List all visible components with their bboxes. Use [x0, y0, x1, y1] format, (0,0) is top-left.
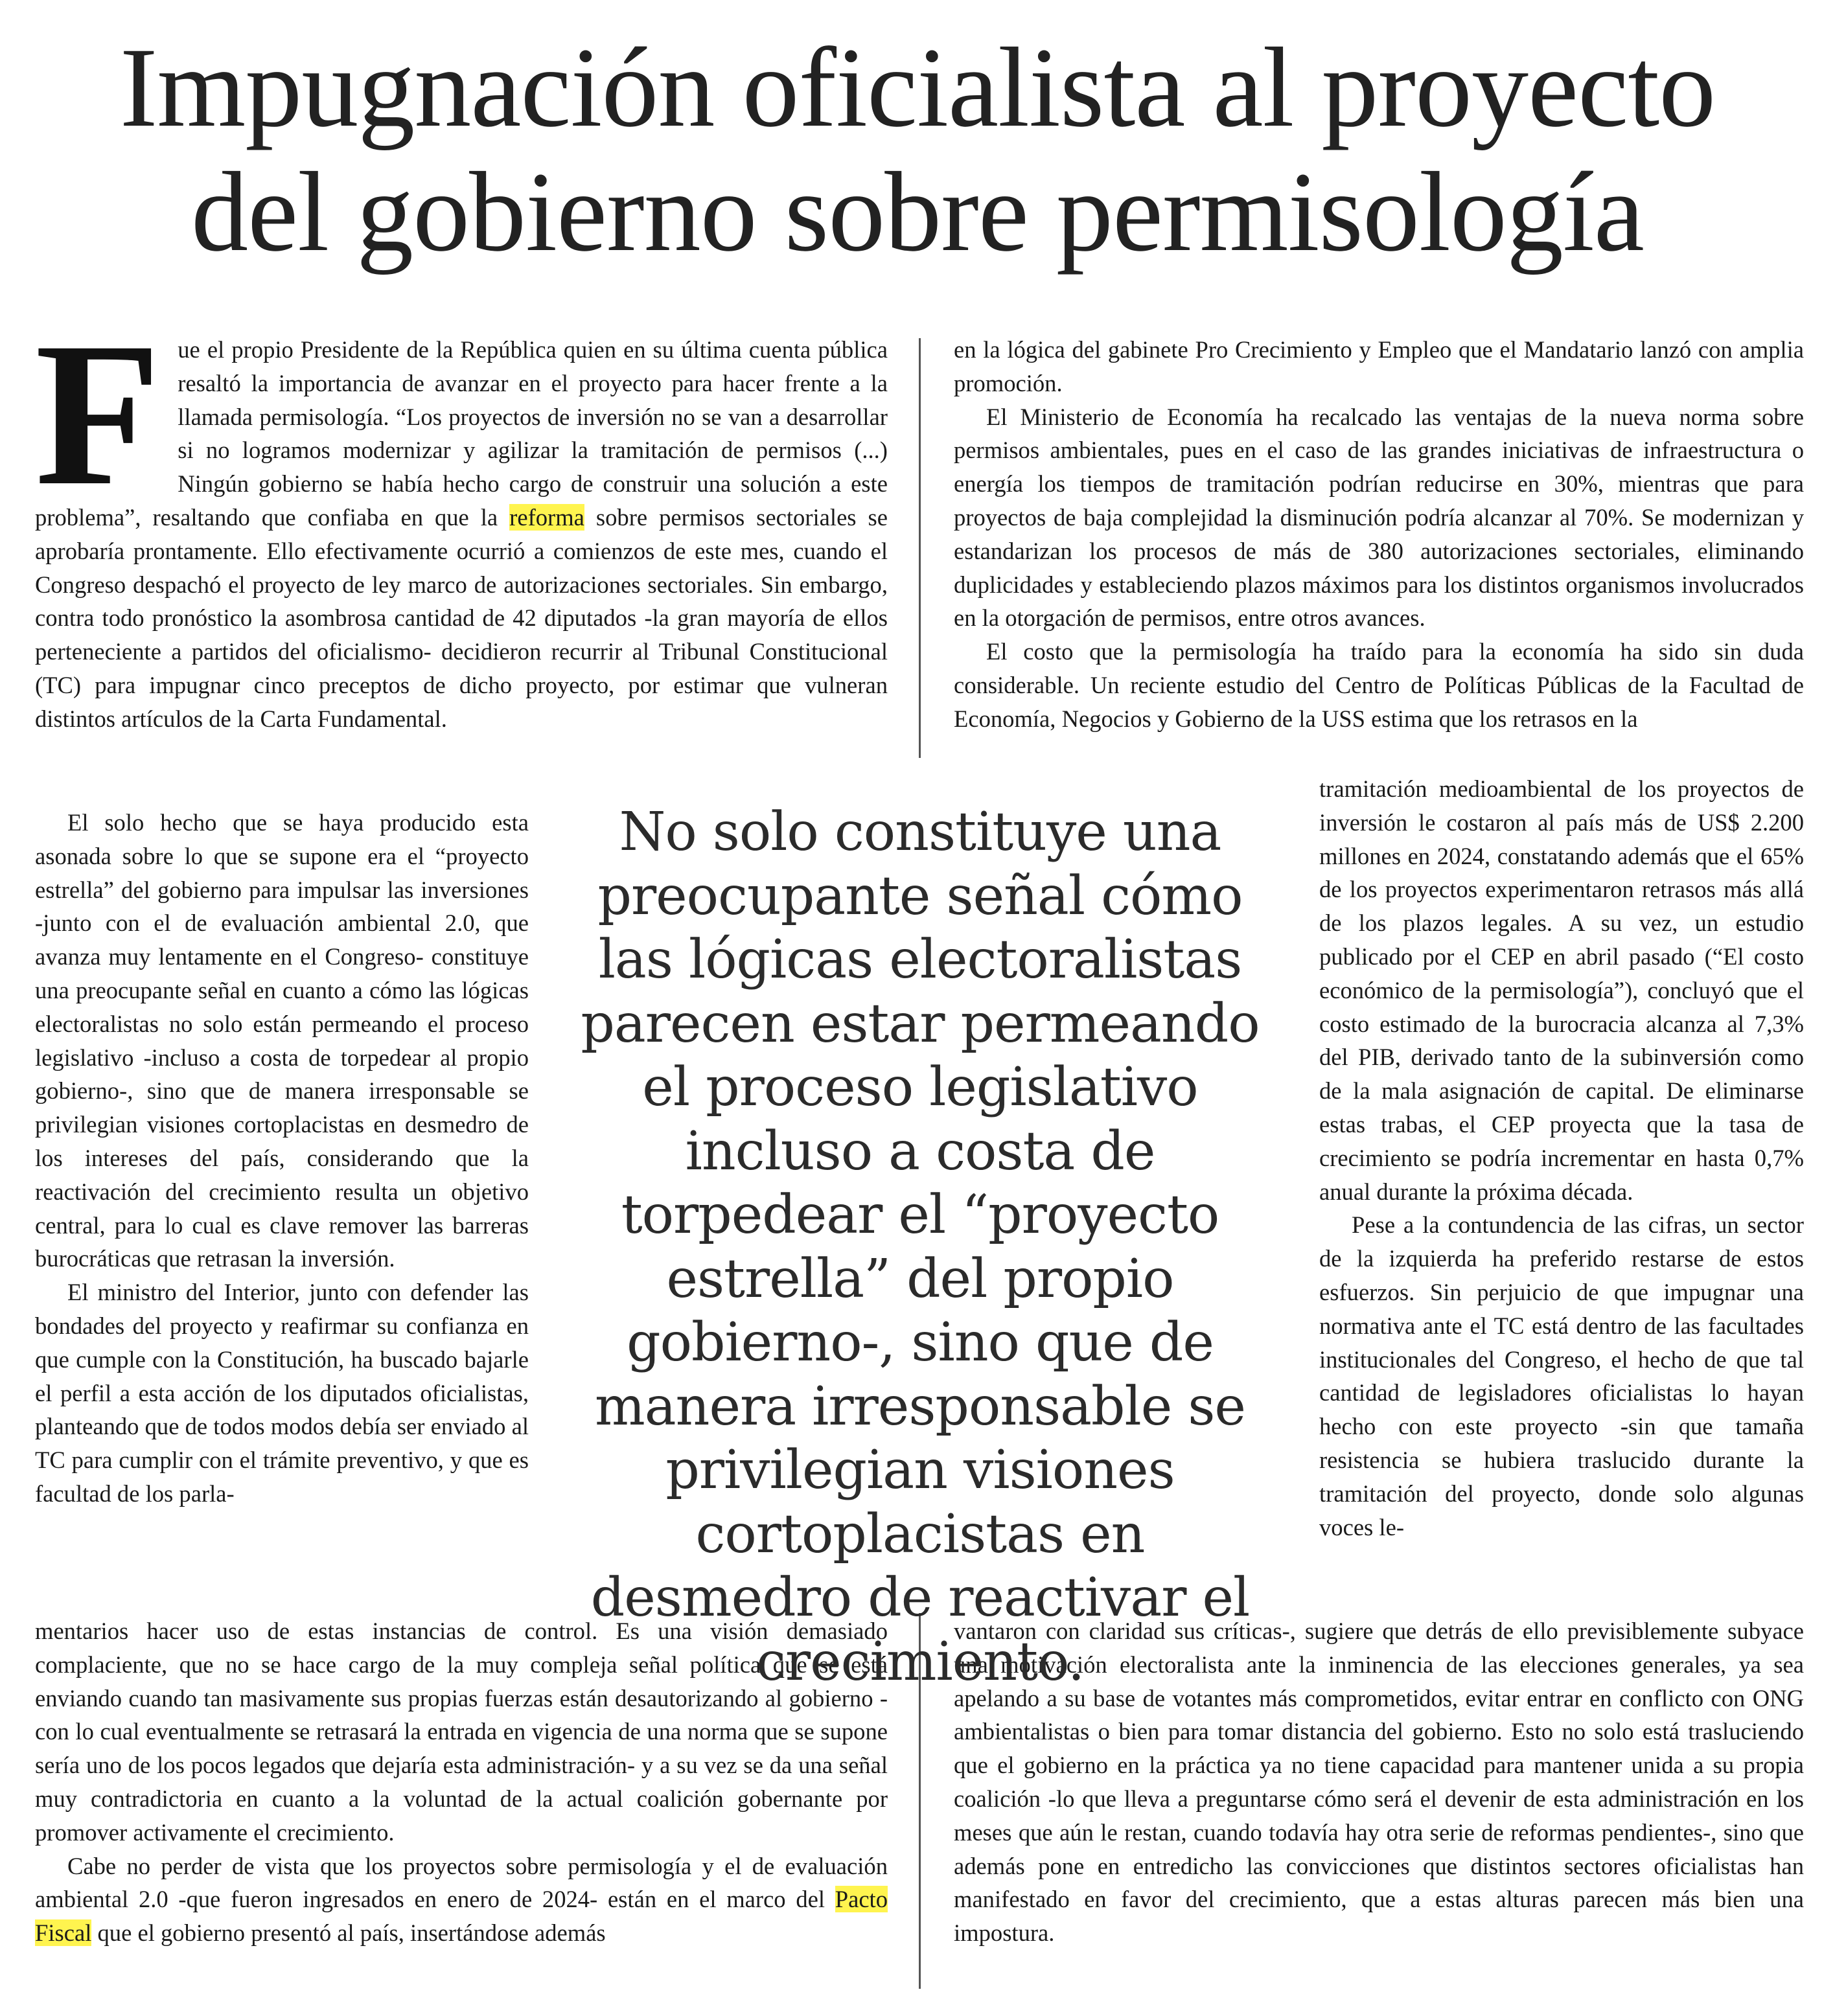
- paragraph-4b: en la lógica del gabinete Pro Crecimiento y Empleo que el Mandatario lanzó con amplia promoción.: [954, 336, 1804, 396]
- article-block-right-narrow: [1319, 772, 1804, 1544]
- paragraph-6b: tramitación medioambiental de los proyectos de inversión le costaron al país más de US$ 2.200 millones en 2024, constatando además que el 65% de los proyectos experimentaron retrasos más allá de los plazos legales. A su vez, un estudio publicado por el CEP en abril pasado (“El costo económico de la permisología”), concluyó que el costo estimado de la burocracia alcanza al 7,3% del PIB, derivado tanto de la subinversión como de la mala asignación de capital. De eliminarse estas trabas, el CEP proyecta que la tasa de crecimiento se podría incrementar en hasta 0,7% anual durante la próxima década.: [1319, 775, 1804, 1205]
- highlight-reforma: reforma: [509, 503, 584, 531]
- headline-line-1: Impugnación oficialista al proyecto: [119, 25, 1716, 151]
- article-block-right-top: [954, 333, 1804, 736]
- paragraph-7a: Pese a la contundencia de las cifras, un sector de la izquierda ha preferido restarse de estos esfuerzos. Sin perjuicio de que impugnar una normativa ante el TC está dentro de las facultades institucionales del Congreso, el hecho de que tal cantidad de legisladores oficialistas lo hayan hecho con este proyecto -sin que tamaña resistencia se hubiera traslucido durante la tramitación del proyecto, donde solo algunas voces le-: [1319, 1211, 1804, 1541]
- paragraph-7b: vantaron con claridad sus críticas-, sugiere que detrás de ello previsiblemente subyace una motivación electoralista ante la inminencia de las elecciones generales, ya sea apelando a su base de votantes más comprometidos, evitar entrar en conflicto con ONG ambientalistas o bien para tomar distancia del gobierno. Esto no solo está trasluciendo que el gobierno en la práctica ya no tiene capacidad para mantener unida a su propia coalición -lo que lleva a preguntarse cómo será el devenir de esta administración en los meses que aún le restan, cuando todavía hay otra serie de reformas pendientes-, sino que además pone en entredicho las convicciones que distintos sectores oficialistas han manifestado en favor del crecimiento, que a estas alturas parecen más bien una impostura.: [954, 1618, 1804, 1947]
- column-divider-top: [919, 338, 921, 758]
- paragraph-1: Fue el propio Presidente de la República quien en su última cuenta pública resaltó la importancia de avanzar en el proyecto para hacer frente a la llamada permisología. “Los proyectos de inversión no se van a desarrollar si no logramos modernizar y agilizar la tramitación de permisos (...) Ningún gobierno se había hecho cargo de construir una solución a este problema”, resaltando que confiaba en que la reforma sobre permisos sectoriales se aprobaría prontamente. Ello efectivamente ocurrió a comienzos de este mes, cuando el Congreso despachó el proyecto de ley marco de autorizaciones sectoriales. Sin embargo, contra todo pronóstico la asombrosa cantidad de 42 diputados -la gran mayoría de ellos perteneciente a partidos del oficialismo- decidieron recurrir al Tribunal Constitucional (TC) para impugnar cinco preceptos de dicho proyecto, por estimar que vulneran distintos artículos de la Carta Fundamental.: [35, 300, 888, 732]
- paragraph-3b: mentarios hacer uso de estas instancias de control. Es una visión demasiado complaciente, que no se hace cargo de la muy compleja señal política que se está enviando cuando tan masivamente sus propias fuerzas están desautorizando al gobierno -con lo cual eventualmente se retrasará la entrada en vigencia de una norma que se supone sería uno de los pocos legados que dejaría esta administración- y a su vez se da una señal muy contradictoria en cuanto a la voluntad de la actual coalición gobernante por promover activamente el crecimiento.: [35, 1618, 888, 1846]
- paragraph-6a: El costo que la permisología ha traído para la economía ha sido sin duda considerable. Un reciente estudio del Centro de Políticas Públicas de la Facultad de Economía, Negocios y Gobierno de la USS estima que los retrasos en la: [954, 638, 1804, 732]
- paragraph-3a: El ministro del Interior, junto con defender las bondades del proyecto y reafirmar su confianza en que cumple con la Constitución, ha buscado bajarle el perfil a esta acción de los diputados oficialistas, planteando que de todos modos debía ser enviado al TC para cumplir con el trámite preventivo, y que es facultad de los parla-: [35, 1279, 529, 1507]
- pull-quote: No solo constituye una preocupante señal cómo las lógicas electoralistas parecen estar permeando el proceso legislativo incluso a costa de torpedear el “proyecto estrella” del propio gobierno-, sino que de manera irresponsable se privilegian visiones cortoplacistas en desmedro de reactivar el crecimiento.: [581, 801, 1260, 1693]
- highlight-pacto-fiscal: Pacto Fiscal: [35, 1886, 888, 1947]
- article-block-left-top: [35, 300, 888, 736]
- paragraph-2: El solo hecho que se haya producido esta asonada sobre lo que se supone era el “proyecto estrella” del gobierno para impulsar las inversiones -junto con el de evaluación ambiental 2.0, que avanza muy lentamente en el Congreso- constituye una preocupante señal en cuanto a cómo las lógicas electoralistas no solo están permeando el proceso legislativo -incluso a costa de torpedear al propio gobierno-, sino que de manera irresponsable se privilegian visiones cortoplacistas en desmedro de los intereses del país, considerando que la reactivación del crecimiento resulta un objetivo central, para lo cual es clave remover las barreras burocráticas que retrasan la inversión.: [35, 809, 529, 1272]
- headline-line-2: del gobierno sobre permisología: [191, 149, 1644, 275]
- paragraph-4a: Cabe no perder de vista que los proyectos sobre permisología y el de evaluación ambiental 2.0 -que fueron ingresados en enero de 2024- están en el marco del Pacto Fiscal que el gobierno presentó al país, insertándose además: [35, 1852, 888, 1947]
- headline: [39, 26, 1796, 275]
- article-block-left-narrow: [35, 806, 529, 1511]
- paragraph-5: El Ministerio de Economía ha recalcado las ventajas de la nueva norma sobre permisos ambientales, pues en el caso de las grandes iniciativas de infraestructura o energía los tiempos de tramitación podrían reducirse en 30%, mientras que para proyectos de baja complejidad la disminución podría alcanzar al 70%. Se modernizan y estandarizan los procesos de más de 380 autorizaciones sectoriales, eliminando duplicidades y estableciendo plazos máximos para los distintos organismos involucrados en la otorgación de permisos, entre otros avances.: [954, 403, 1804, 632]
- drop-cap: F: [35, 300, 161, 528]
